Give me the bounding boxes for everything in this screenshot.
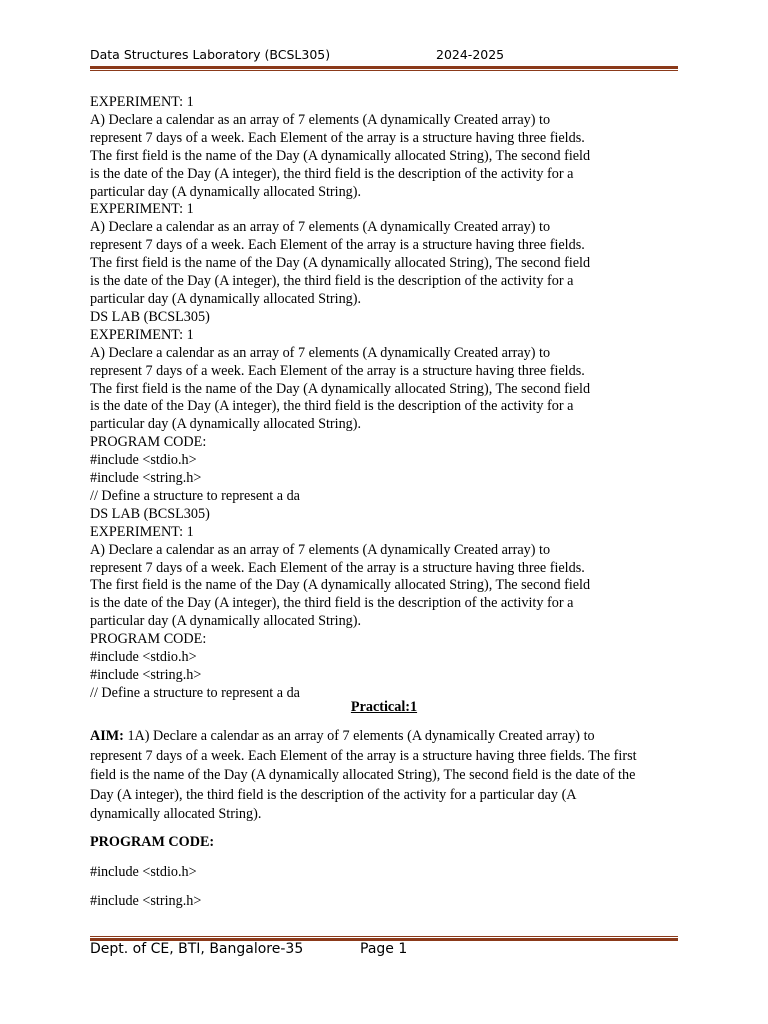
body-line: DS LAB (BCSL305): [90, 505, 210, 522]
document-body: [90, 94, 635, 703]
header-year: 2024-2025: [436, 47, 505, 62]
aim-line-4: Day (A integer), the third field is the description of the activity for a particular day (A: [90, 786, 577, 803]
program-code-heading: PROGRAM CODE:: [90, 834, 215, 850]
body-line: // Define a structure to represent a da: [90, 684, 300, 701]
body-line: is the date of the Day (A integer), the third field is the description of the activity for a: [90, 273, 574, 290]
body-line: is the date of the Day (A integer), the third field is the description of the activity for a: [90, 398, 574, 415]
body-line: PROGRAM CODE:: [90, 631, 207, 648]
body-line: represent 7 days of a week. Each Element of the array is a structure having three fields.: [90, 362, 585, 379]
body-line: EXPERIMENT: 1: [90, 201, 194, 218]
body-line: is the date of the Day (A integer), the third field is the description of the activity for a: [90, 165, 574, 182]
aim-line-1: [90, 727, 678, 747]
body-line: represent 7 days of a week. Each Element of the array is a structure having three fields.: [90, 559, 585, 576]
header-rule: [90, 66, 678, 71]
body-line: is the date of the Day (A integer), the third field is the description of the activity for a: [90, 595, 574, 612]
header-course: Data Structures Laboratory (BCSL305): [90, 47, 331, 62]
aim-line-5: dynamically allocated String).: [90, 806, 262, 822]
body-line: EXPERIMENT: 1: [90, 94, 194, 110]
footer-page: Page 1: [360, 941, 408, 957]
body-line: PROGRAM CODE:: [90, 434, 207, 451]
aim-label: AIM:: [90, 728, 124, 744]
practical-title: Practical:1: [350, 699, 418, 715]
include-stdio: #include <stdio.h>: [90, 864, 197, 880]
body-line: #include <string.h>: [90, 667, 202, 683]
body-line: EXPERIMENT: 1: [90, 326, 194, 343]
body-line: A) Declare a calendar as an array of 7 elements (A dynamically Created array) to: [90, 219, 551, 236]
body-line: A) Declare a calendar as an array of 7 elements (A dynamically Created array) to: [90, 344, 551, 361]
body-line: // Define a structure to represent a da: [90, 487, 300, 504]
body-line: A) Declare a calendar as an array of 7 elements (A dynamically Created array) to: [90, 541, 551, 558]
body-line: EXPERIMENT: 1: [90, 523, 194, 540]
body-line: particular day (A dynamically allocated String).: [90, 290, 362, 307]
body-line: The first field is the name of the Day (A dynamically allocated String), The second field: [90, 577, 591, 594]
body-line: represent 7 days of a week. Each Element of the array is a structure having three fields.: [90, 129, 585, 146]
body-line: particular day (A dynamically allocated String).: [90, 416, 362, 433]
body-line: The first field is the name of the Day (A dynamically allocated String), The second field: [90, 147, 591, 164]
body-line: The first field is the name of the Day (A dynamically allocated String), The second field: [90, 380, 591, 397]
body-line: #include <stdio.h>: [90, 452, 197, 469]
footer-dept: Dept. of CE, BTI, Bangalore-35: [90, 941, 304, 957]
aim-text: 1A) Declare a calendar as an array of 7 elements (A dynamically Created array) to: [123, 728, 595, 744]
body-line: #include <stdio.h>: [90, 649, 197, 666]
body-line: represent 7 days of a week. Each Element of the array is a structure having three fields.: [90, 237, 585, 254]
aim-paragraph: [90, 727, 678, 825]
body-line: DS LAB (BCSL305): [90, 308, 210, 325]
include-string: #include <string.h>: [90, 893, 202, 909]
body-line: A) Declare a calendar as an array of 7 elements (A dynamically Created array) to: [90, 111, 551, 128]
aim-line-2: represent 7 days of a week. Each Element of the array is a structure having three fields. The first: [90, 747, 637, 764]
body-line: particular day (A dynamically allocated String).: [90, 183, 362, 200]
body-line: particular day (A dynamically allocated String).: [90, 613, 362, 630]
body-line: The first field is the name of the Day (A dynamically allocated String), The second field: [90, 255, 591, 272]
body-line: #include <string.h>: [90, 470, 202, 487]
aim-line-3: field is the name of the Day (A dynamically allocated String), The second field is the date of the: [90, 767, 636, 783]
